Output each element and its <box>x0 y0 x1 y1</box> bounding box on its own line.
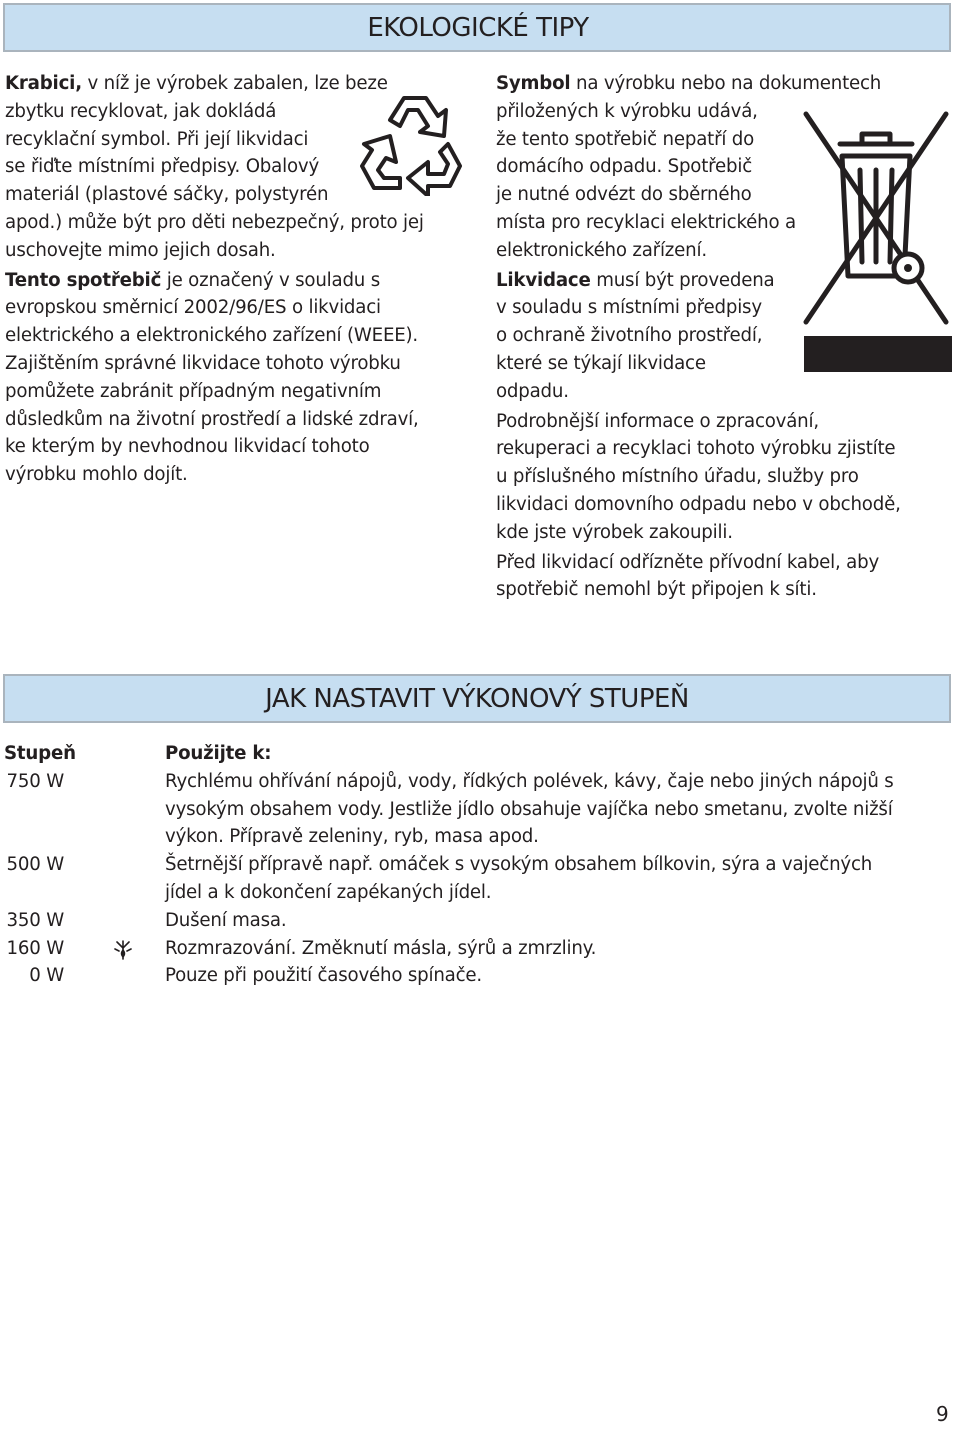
power-usage: Šetrnější přípravě např. omáček s vysokým obsahem bílkovin, sýra a vaječných jídel a k dokončení zapékaných jídel. <box>165 854 873 903</box>
disposal-paragraph: Likvidace musí být provedena v souladu s místními předpisy o ochraně životního prostředí, které se týkají likvidace odpadu. <box>496 269 775 402</box>
power-level: 500 W <box>6 854 64 876</box>
weee-bin-icon <box>800 110 952 374</box>
power-usage: Dušení masa. <box>165 909 287 931</box>
column-header-level: Stupeň <box>4 743 76 764</box>
power-level: 750 W <box>6 770 64 792</box>
power-usage: Rozmrazování. Změknutí másla, sýrů a zmrzliny. <box>165 937 597 959</box>
recycle-icon <box>360 92 462 196</box>
cable-paragraph: Před likvidací odřízněte přívodní kabel, aby spotřebič nemohl být připojen k síti. <box>496 551 880 601</box>
eco-tips-banner <box>3 3 951 52</box>
weee-bold: Tento spotřebič <box>5 269 162 291</box>
packaging-paragraph: Krabici, v níž je výrobek zabalen, lze beze zbytku recyklovat, jak dokládá recyklační symbol. Při její likvidaci se řiďte místními předpisy. Obalový materiál (plastové sáčky, polystyrén apod.) může být pro děti nebezpečný, proto jej uschovejte mimo jejich dosah. <box>5 73 424 261</box>
power-table <box>0 740 960 990</box>
power-level: 0 W <box>29 965 64 987</box>
column-header-use: Použijte k: <box>165 743 272 764</box>
table-row <box>0 768 960 851</box>
table-row <box>0 851 960 907</box>
info-paragraph: Podrobnější informace o zpracování, rekuperaci a recyklaci tohoto výrobku zjistíte u příslušného místního úřadu, služby pro likvidaci domovního odpadu nebo v obchodě, kde jste výrobek zakoupili. <box>496 410 901 543</box>
table-row <box>0 907 960 935</box>
page-number: 9 <box>936 1402 949 1426</box>
defrost-icon <box>113 939 133 961</box>
power-title: JAK NASTAVIT VÝKONOVÝ STUPEŇ <box>265 684 689 714</box>
symbol-paragraph: Symbol na výrobku nebo na dokumentech přiložených k výrobku udává, že tento spotřebič nepatří do domácího odpadu. Spotřebič je nutné odvézt do sběrného místa pro recyklaci elektrického a elektronického zařízení. <box>496 73 882 261</box>
packaging-bold: Krabici, <box>5 73 82 94</box>
power-level: 160 W <box>6 937 64 959</box>
power-level: 350 W <box>6 909 64 931</box>
power-banner <box>3 674 951 723</box>
power-usage: Rychlému ohřívání nápojů, vody, řídkých polévek, kávy, čaje nebo jiných nápojů s vysokým obsahem vody. Jestliže jídlo obsahuje vajíčka nebo smetanu, zvolte nižší výkon. Přípravě zeleniny, ryb, masa apod. <box>165 770 894 848</box>
eco-tips-title: EKOLOGICKÉ TIPY <box>367 13 589 43</box>
power-usage: Pouze při použití časového spínače. <box>165 965 482 987</box>
table-row <box>0 962 960 990</box>
table-row <box>0 935 960 963</box>
disposal-bold: Likvidace <box>496 269 591 291</box>
symbol-bold: Symbol <box>496 73 571 94</box>
weee-paragraph: Tento spotřebič je označený v souladu s evropskou směrnicí 2002/96/ES o likvidaci elektrického a elektronického zařízení (WEEE). Zajištěním správné likvidace tohoto výrobku pomůžete zabránit případným negativním důsledkům na životní prostředí a lidské zdraví, ke kterým by nevhodnou likvidací tohoto výrobku mohlo dojít. <box>5 269 419 486</box>
table-header <box>0 740 960 768</box>
